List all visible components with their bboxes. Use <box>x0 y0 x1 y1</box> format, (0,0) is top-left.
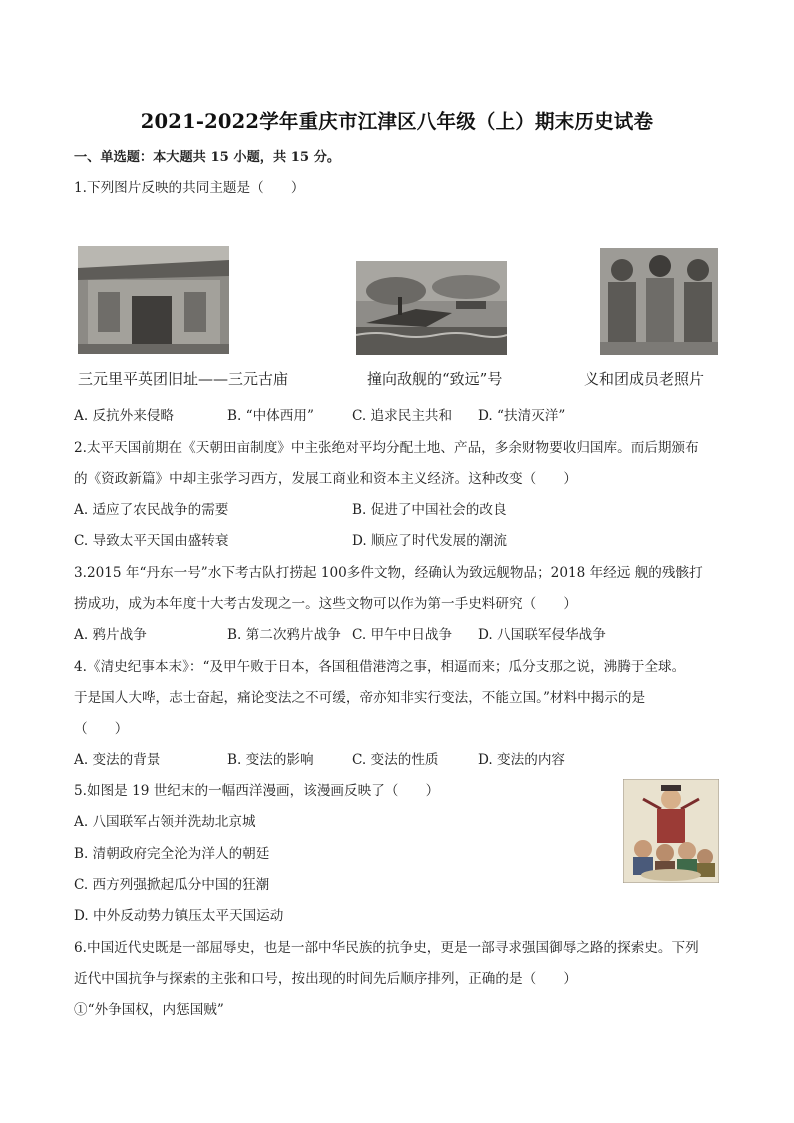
q2-option-c: C. 导致太平天国由盛转衰 <box>74 533 229 549</box>
question-6-stem-line-1: 6.中国近代史既是一部屈辱史，也是一部中华民族的抗争史，更是一部寻求强国御辱之路的探索史。下列 <box>74 940 699 956</box>
q2-option-d: D. 顺应了时代发展的潮流 <box>352 533 507 549</box>
section-heading: 一、单选题：本大题共 15 小题，共 15 分。 <box>74 150 341 165</box>
q5-option-b: B. 清朝政府完全沦为洋人的朝廷 <box>74 846 270 862</box>
image-caption-2: 撞向敌舰的“致远”号 <box>367 370 503 388</box>
image-caption-3: 义和团成员老照片 <box>584 370 705 388</box>
q4-option-a: A. 变法的背景 <box>74 752 161 768</box>
question-3-stem-line-2: 捞成功，成为本年度十大考古发现之一。这些文物可以作为第一手史料研究（ ） <box>74 596 577 612</box>
question-6-item-1: ①“外争国权，内惩国贼” <box>74 1002 224 1018</box>
warship-photo <box>356 261 507 355</box>
q5-option-a: A. 八国联军占领并洗劫北京城 <box>74 814 256 830</box>
q5-option-d: D. 中外反动势力镇压太平天国运动 <box>74 908 284 924</box>
q4-option-c: C. 变法的性质 <box>352 752 439 768</box>
temple-photo <box>78 246 229 354</box>
q3-option-b: B. 第二次鸦片战争 <box>227 627 341 643</box>
question-2-stem-line-1: 2.太平天国前期在《天朝田亩制度》中主张绝对平均分配土地、产品，多余财物要收归国库。而后期颁布 <box>74 440 699 456</box>
q4-option-b: B. 变法的影响 <box>227 752 314 768</box>
q1-option-a: A. 反抗外来侵略 <box>74 408 175 424</box>
question-3-stem-line-1: 3.2015 年“丹东一号”水下考古队打捞起 100多件文物，经确认为致远舰物品；2018 年经远 舰的残骸打 <box>74 565 703 581</box>
q5-option-c: C. 西方列强掀起瓜分中国的狂潮 <box>74 877 270 893</box>
question-1-stem: 1.下列图片反映的共同主题是（ ） <box>74 180 305 196</box>
question-4-stem-line-2: 于是国人大哗，志士奋起，痛论变法之不可缓，帝亦知非实行变法，不能立国。”材料中揭示的是 <box>74 690 646 706</box>
question-5-stem: 5.如图是 19 世纪末的一幅西洋漫画，该漫画反映了（ ） <box>74 783 440 799</box>
q2-option-a: A. 适应了农民战争的需要 <box>74 502 229 518</box>
q3-option-c: C. 甲午中日战争 <box>352 627 453 643</box>
boxers-photo <box>600 248 718 355</box>
q1-option-c: C. 追求民主共和 <box>352 408 453 424</box>
question-2-stem-line-2: 的《资政新篇》中却主张学习西方，发展工商业和资本主义经济。这种改变（ ） <box>74 471 577 487</box>
q4-option-d: D. 变法的内容 <box>478 752 566 768</box>
question-4-stem-line-1: 4.《清史纪事本末》：“及甲午败于日本，各国租借港湾之事，相逼而来；瓜分支那之说，沸腾于全球。 <box>74 659 686 675</box>
page-title: 2021-2022学年重庆市江津区八年级（上）期末历史试卷 <box>140 110 654 133</box>
q1-option-d: D. “扶清灭洋” <box>478 408 566 424</box>
q3-option-a: A. 鸦片战争 <box>74 627 147 643</box>
image-caption-1: 三元里平英团旧址——三元古庙 <box>78 370 289 388</box>
q1-option-b: B. “中体西用” <box>227 408 314 424</box>
q2-option-b: B. 促进了中国社会的改良 <box>352 502 507 518</box>
western-cartoon <box>623 779 719 883</box>
question-4-stem-line-3: （ ） <box>74 721 129 737</box>
q3-option-d: D. 八国联军侵华战争 <box>478 627 606 643</box>
question-6-stem-line-2: 近代中国抗争与探索的主张和口号，按出现的时间先后顺序排列，正确的是（ ） <box>74 971 577 987</box>
